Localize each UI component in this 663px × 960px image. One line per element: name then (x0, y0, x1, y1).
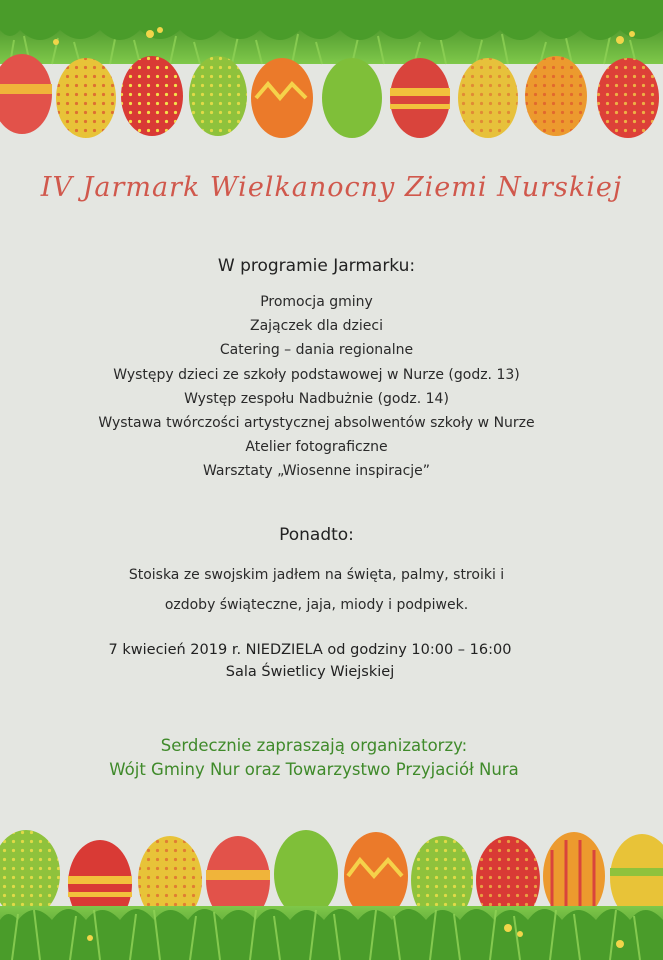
top-egg-8 (458, 58, 518, 138)
top-egg-7 (390, 58, 450, 138)
list-item: Występy dzieci ze szkoły podstawowej w Nurze (godz. 13) (113, 366, 520, 383)
extras-heading: Ponadto: (279, 525, 354, 545)
extras-line-1: Stoiska ze swojskim jadłem na święta, palmy, stroiki i (128, 567, 505, 583)
bottom-egg-5 (274, 830, 338, 918)
list-item: Catering – dania regionalne (219, 342, 414, 359)
extras-text (0, 560, 633, 620)
top-egg-5 (251, 58, 313, 138)
bottom-egg-grass-border (0, 810, 663, 960)
list-item: Warsztaty „Wiosenne inspiracje” (202, 463, 431, 480)
bottom-egg-1 (0, 830, 60, 918)
event-title: IV Jarmark Wielkanocny Ziemi Nurskiej (40, 172, 623, 203)
extras-line-2: ozdoby świąteczne, jaja, miody i podpiwek. (164, 597, 469, 613)
top-egg-1 (0, 54, 52, 134)
invitation-line-1: Serdecznie zapraszają organizatorzy: (160, 736, 468, 755)
event-date: 7 kwiecień 2019 r. NIEDZIELA od godziny 10:00 – 16:00 (108, 642, 512, 658)
top-egg-6 (322, 58, 382, 138)
list-item: Występ zespołu Nadbużnie (godz. 14) (184, 390, 449, 407)
top-egg-4 (189, 56, 247, 136)
list-item: Wystawa twórczości artystycznej absolwentów szkoły w Nurze (98, 415, 535, 432)
event-place: Sala Świetlicy Wiejskiej (225, 664, 395, 680)
program-list (0, 290, 633, 484)
top-egg-9 (525, 56, 587, 136)
top-egg-3 (121, 56, 183, 136)
top-egg-10 (597, 58, 659, 138)
list-item: Promocja gminy (260, 294, 373, 310)
top-egg-2 (56, 58, 116, 138)
list-item: Atelier fotograficzne (245, 439, 388, 456)
invitation-line-2: Wójt Gminy Nur oraz Towarzystwo Przyjaciół Nura (109, 760, 519, 779)
list-item: Zajączek dla dzieci (250, 318, 383, 335)
top-egg-grass-border (0, 0, 663, 150)
program-heading: W programie Jarmarku: (217, 256, 416, 276)
